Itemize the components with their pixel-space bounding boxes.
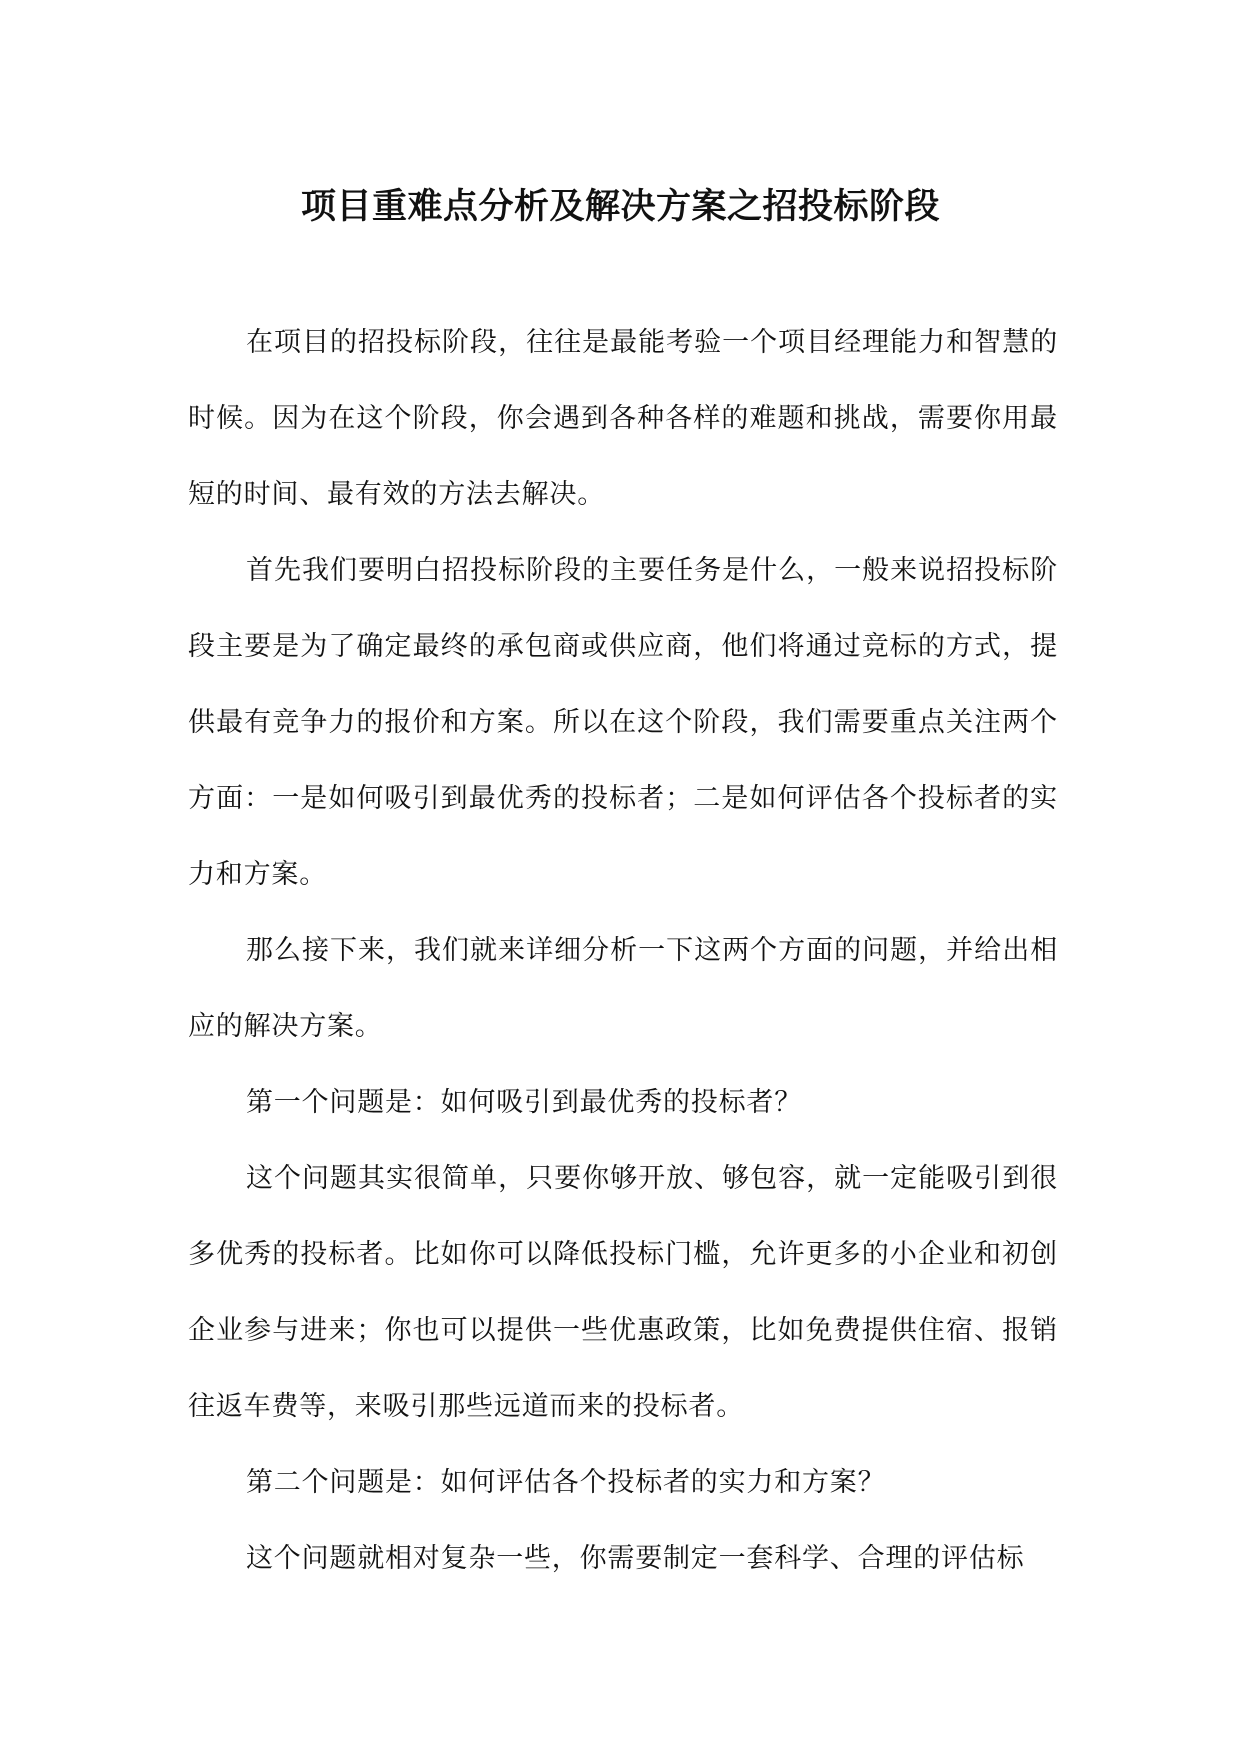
paragraph: 第二个问题是：如何评估各个投标者的实力和方案？ [246,1467,886,1498]
document-title: 项目重难点分析及解决方案之招投标阶段 [300,187,940,227]
paragraph: 在项目的招投标阶段，往往是最能考验一个项目经理能力和智慧的时候。因为在这个阶段，你会遇到各种各样的难题和挑战，需要你用最短的时间、最有效的方法去解决。 [188,327,1058,510]
paragraph: 这个问题其实很简单，只要你够开放、够包容，就一定能吸引到很多优秀的投标者。比如你可以降低投标门槛，允许更多的小企业和初创企业参与进来；你也可以提供一些优惠政策，比如免费提供住宿、报销往返车费等，来吸引那些远道而来的投标者。 [188,1163,1058,1422]
paragraph: 这个问题就相对复杂一些，你需要制定一套科学、合理的评估标 [246,1543,1025,1574]
document-body [188,305,1058,1597]
paragraph: 那么接下来，我们就来详细分析一下这两个方面的问题，并给出相应的解决方案。 [188,935,1058,1042]
paragraph: 首先我们要明白招投标阶段的主要任务是什么，一般来说招投标阶段主要是为了确定最终的承包商或供应商，他们将通过竞标的方式，提供最有竞争力的报价和方案。所以在这个阶段，我们需要重点关注两个方面：一是如何吸引到最优秀的投标者；二是如何评估各个投标者的实力和方案。 [188,555,1058,890]
paragraph: 第一个问题是：如何吸引到最优秀的投标者？ [246,1087,802,1118]
